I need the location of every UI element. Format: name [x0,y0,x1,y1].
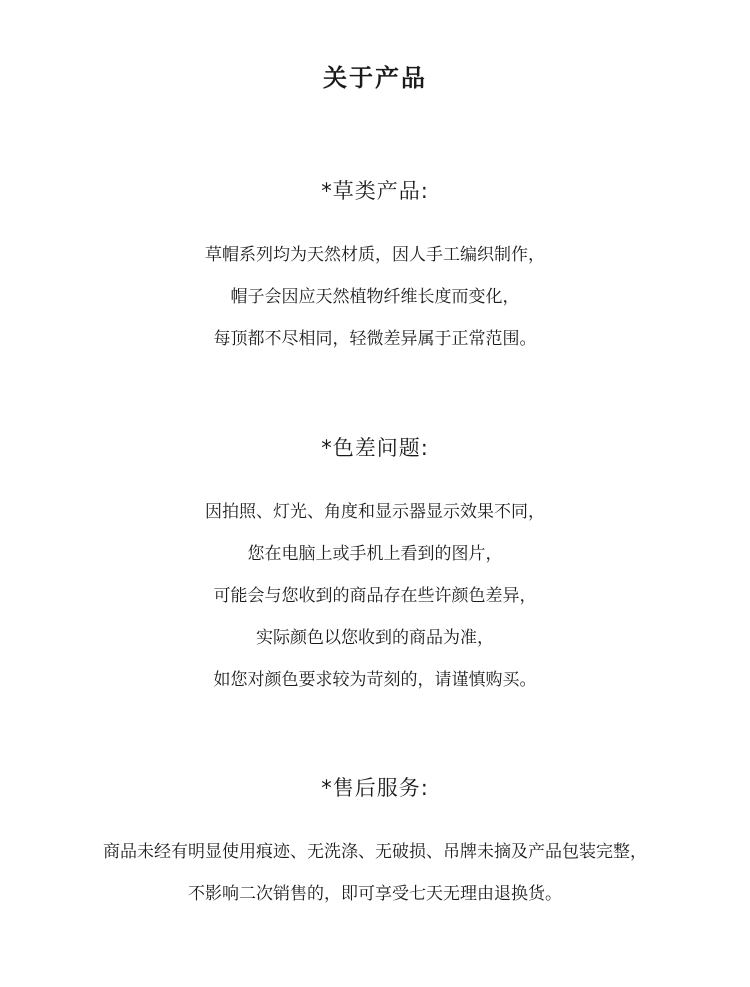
section-heading: *草类产品: [321,179,429,203]
section-heading: *色差问题: [321,436,429,460]
section-line: 商品未经有明显使用痕迹、无洗涤、无破损、吊牌未摘及产品包装完整， [103,842,647,862]
section-heading: *售后服务: [321,776,429,800]
section-grass-products [0,176,750,360]
page-title: 关于产品 [323,64,427,92]
section-line: 实际颜色以您收到的商品为准， [256,628,494,648]
section-after-sales [0,773,750,915]
section-line: 您在电脑上或手机上看到的图片， [247,544,503,564]
section-line: 草帽系列均为天然材质，因人手工编织制作， [205,245,545,265]
section-line: 如您对颜色要求较为苛刻的，请谨慎购买。 [213,670,537,690]
section-line: 不影响二次销售的，即可享受七天无理由退换货。 [188,884,562,904]
section-line: 可能会与您收到的商品存在些许颜色差异， [213,586,537,606]
section-line: 每顶都不尽相同，轻微差异属于正常范围。 [213,329,537,349]
section-color-difference [0,433,750,701]
section-line: 帽子会因应天然植物纤维长度而变化， [230,287,520,307]
section-line: 因拍照、灯光、角度和显示器显示效果不同， [205,502,545,522]
